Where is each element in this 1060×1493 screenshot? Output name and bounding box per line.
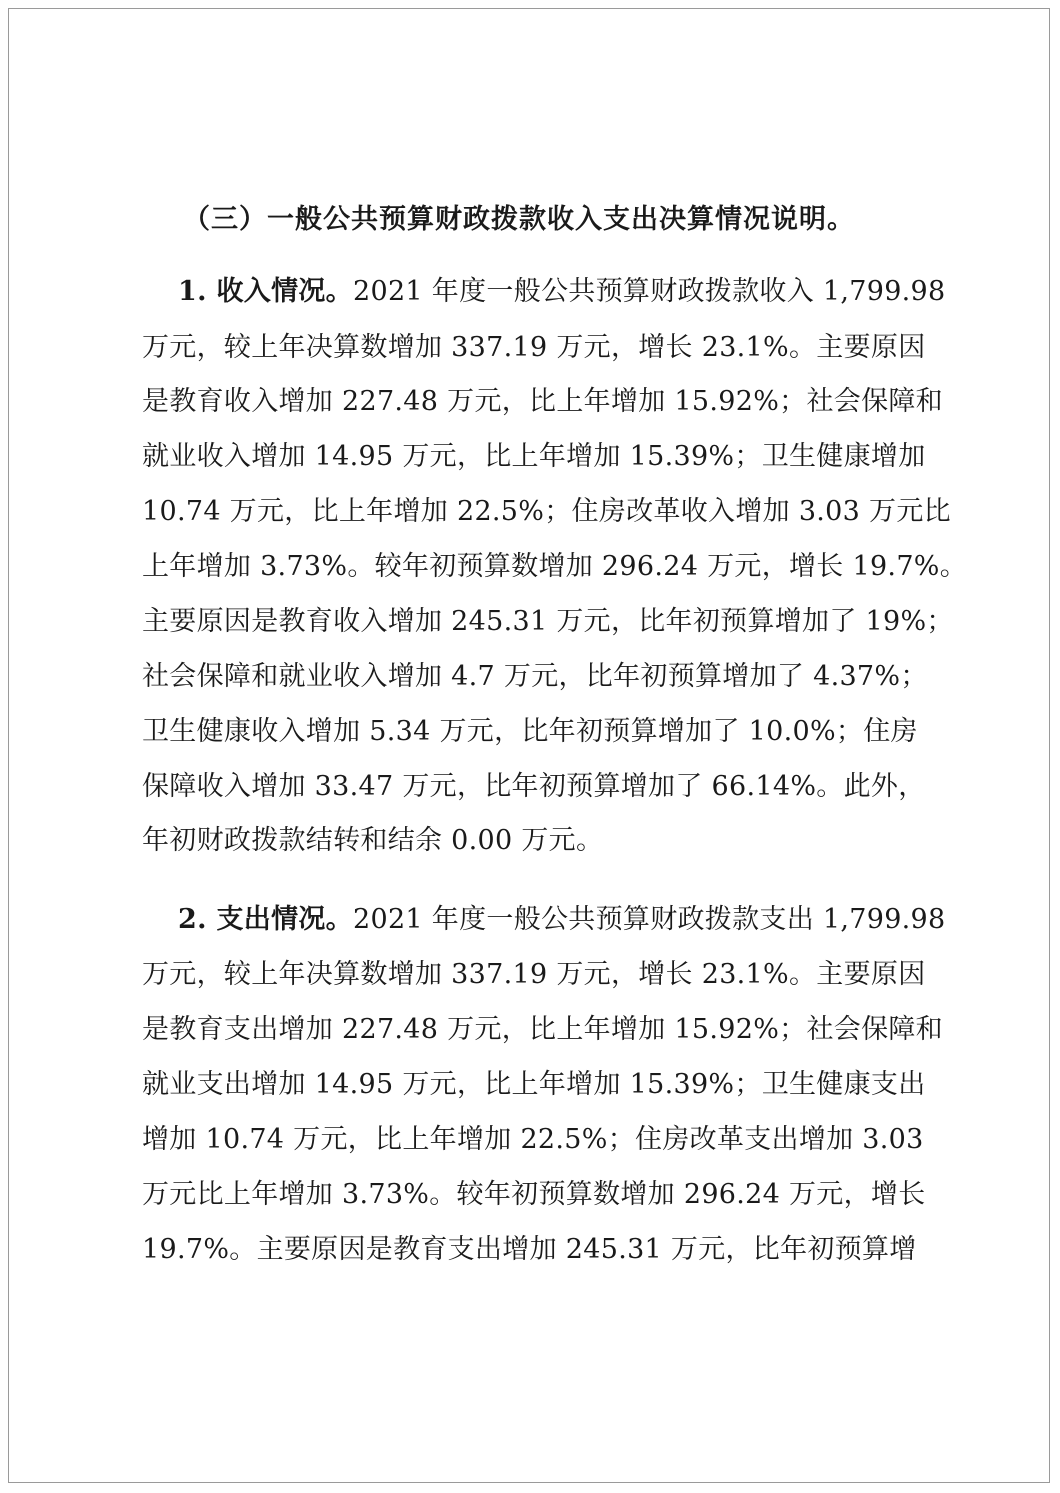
expenditure-line: 万元，较上年决算数增加 337.19 万元，增长 23.1%。主要原因 bbox=[142, 959, 926, 990]
income-line: 保障收入增加 33.47 万元，比年初预算增加了 66.14%。此外， bbox=[142, 771, 926, 802]
expenditure-lead: 2. 支出情况。 bbox=[178, 904, 353, 935]
income-line: 卫生健康收入增加 5.34 万元，比年初预算增加了 10.0%；住房 bbox=[142, 716, 918, 747]
expenditure-line: 是教育支出增加 227.48 万元，比上年增加 15.92%；社会保障和 bbox=[142, 1014, 943, 1045]
income-line: 上年增加 3.73%。较年初预算数增加 296.24 万元，增长 19.7%。 bbox=[142, 551, 968, 582]
income-line: 10.74 万元，比上年增加 22.5%；住房改革收入增加 3.03 万元比 bbox=[142, 496, 951, 527]
expenditure-line: 万元比上年增加 3.73%。较年初预算数增加 296.24 万元，增长 bbox=[142, 1179, 926, 1210]
income-line: 主要原因是教育收入增加 245.31 万元，比年初预算增加了 19%； bbox=[142, 606, 954, 637]
income-line: 就业收入增加 14.95 万元，比上年增加 15.39%；卫生健康增加 bbox=[142, 441, 926, 472]
income-lead: 1. 收入情况。 bbox=[178, 276, 353, 307]
income-line: 是教育收入增加 227.48 万元，比上年增加 15.92%；社会保障和 bbox=[142, 386, 943, 417]
income-line: 万元，较上年决算数增加 337.19 万元，增长 23.1%。主要原因 bbox=[142, 332, 926, 363]
expenditure-line: 就业支出增加 14.95 万元，比上年增加 15.39%；卫生健康支出 bbox=[142, 1069, 926, 1100]
expenditure-line: 增加 10.74 万元，比上年增加 22.5%；住房改革支出增加 3.03 bbox=[142, 1124, 924, 1155]
income-line: 年初财政拨款结转和结余 0.00 万元。 bbox=[142, 825, 604, 856]
income-line-text: 2021 年度一般公共预算财政拨款收入 1,799.98 bbox=[353, 276, 946, 307]
income-line bbox=[178, 272, 946, 312]
expenditure-line bbox=[178, 900, 946, 940]
income-line: 社会保障和就业收入增加 4.7 万元，比年初预算增加了 4.37%； bbox=[142, 661, 928, 692]
expenditure-line-text: 2021 年度一般公共预算财政拨款支出 1,799.98 bbox=[353, 904, 946, 935]
expenditure-line: 19.7%。主要原因是教育支出增加 245.31 万元，比年初预算增 bbox=[142, 1234, 917, 1265]
section-heading: （三）一般公共预算财政拨款收入支出决算情况说明。 bbox=[183, 204, 855, 235]
